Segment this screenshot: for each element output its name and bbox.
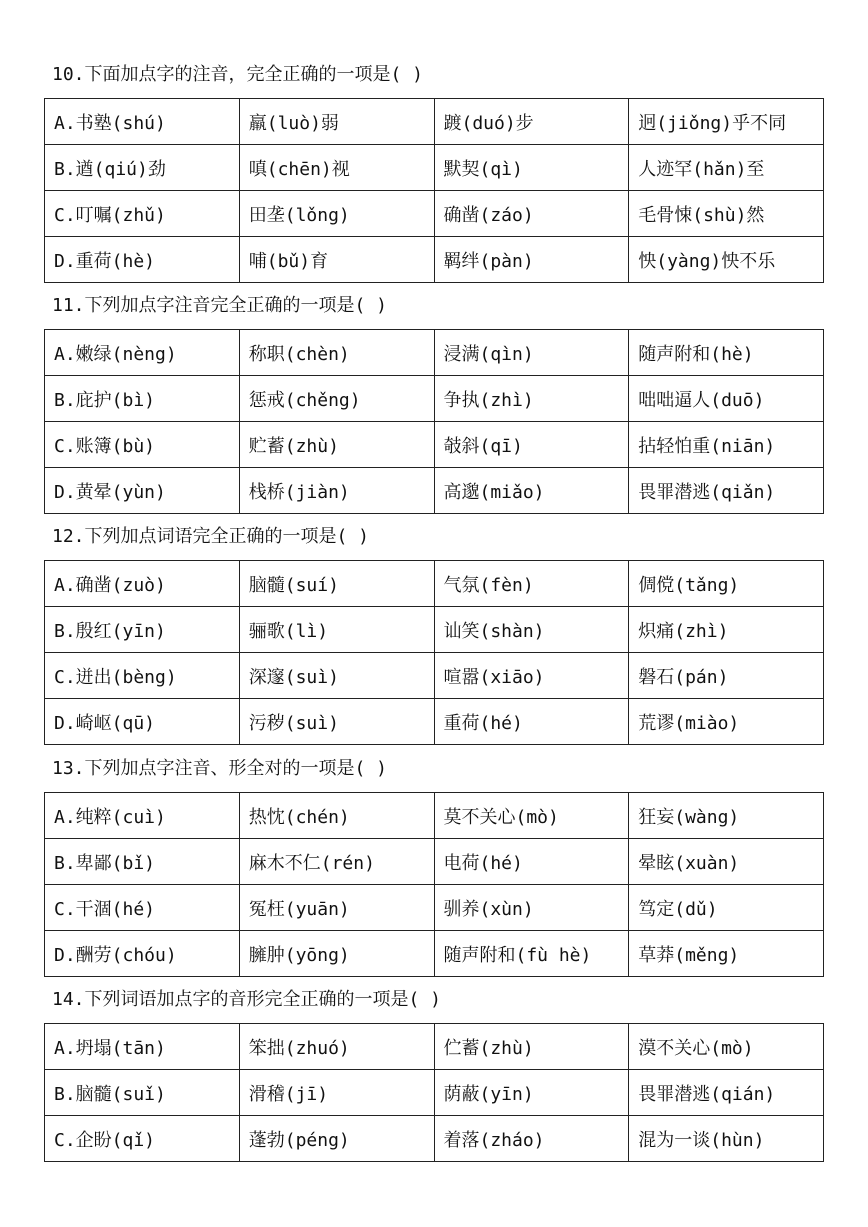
option-cell: 田垄(lǒng) [239, 191, 434, 237]
option-row-b [45, 839, 824, 885]
option-cell: 随声附和(fù hè) [434, 931, 629, 977]
option-cell: B.庇护(bì) [45, 376, 240, 422]
option-cell: 人迹罕(hǎn)至 [629, 145, 824, 191]
option-row-a [45, 561, 824, 607]
option-cell: B.殷红(yīn) [45, 607, 240, 653]
option-row-d [45, 931, 824, 977]
option-cell: 臃肿(yōng) [239, 931, 434, 977]
question-title: 13.下列加点字注音、形全对的一项是( ) [52, 758, 388, 779]
option-row-a [45, 99, 824, 145]
option-cell: 电荷(hé) [434, 839, 629, 885]
option-cell: C.干涸(hé) [45, 885, 240, 931]
option-cell: 晕眩(xuàn) [629, 839, 824, 885]
option-cell: 驯养(xùn) [434, 885, 629, 931]
options-table [44, 1023, 824, 1162]
option-cell: 随声附和(hè) [629, 330, 824, 376]
option-cell: 漠不关心(mò) [629, 1024, 824, 1070]
option-cell: A.书塾(shú) [45, 99, 240, 145]
option-cell: 笨拙(zhuó) [239, 1024, 434, 1070]
option-cell: 深邃(suì) [239, 653, 434, 699]
option-cell: 气氛(fèn) [434, 561, 629, 607]
option-cell: 高邈(miǎo) [434, 468, 629, 514]
option-cell: 重荷(hé) [434, 699, 629, 745]
option-cell: 争执(zhì) [434, 376, 629, 422]
option-cell: 讪笑(shàn) [434, 607, 629, 653]
question-title: 10.下面加点字的注音，完全正确的一项是( ) [52, 64, 424, 85]
option-cell: 称职(chèn) [239, 330, 434, 376]
option-cell: 脑髓(suí) [239, 561, 434, 607]
question-title: 11.下列加点字注音完全正确的一项是( ) [52, 295, 388, 316]
option-cell: 贮蓄(zhù) [239, 422, 434, 468]
option-row-d [45, 237, 824, 283]
option-row-b [45, 376, 824, 422]
option-cell: 踱(duó)步 [434, 99, 629, 145]
question-title: 12.下列加点词语完全正确的一项是( ) [52, 526, 370, 547]
option-cell: 确凿(záo) [434, 191, 629, 237]
option-cell: 怏(yàng)怏不乐 [629, 237, 824, 283]
question-11 [44, 293, 824, 503]
option-cell: C.叮嘱(zhǔ) [45, 191, 240, 237]
option-cell: C.迸出(bèng) [45, 653, 240, 699]
question-14 [44, 987, 824, 1151]
option-cell: 笃定(dǔ) [629, 885, 824, 931]
option-cell: A.确凿(zuò) [45, 561, 240, 607]
option-row-a [45, 1024, 824, 1070]
option-cell: 荒谬(miào) [629, 699, 824, 745]
option-cell: 嗔(chēn)视 [239, 145, 434, 191]
option-cell: A.嫩绿(nèng) [45, 330, 240, 376]
option-cell: 骊歌(lì) [239, 607, 434, 653]
question-10 [44, 62, 824, 272]
option-cell: 栈桥(jiàn) [239, 468, 434, 514]
option-cell: 着落(zháo) [434, 1116, 629, 1162]
option-cell: 蓬勃(péng) [239, 1116, 434, 1162]
option-cell: 羸(luò)弱 [239, 99, 434, 145]
option-cell: 羁绊(pàn) [434, 237, 629, 283]
option-row-c [45, 1116, 824, 1162]
option-row-b [45, 1070, 824, 1116]
options-table [44, 98, 824, 283]
option-cell: 咄咄逼人(duō) [629, 376, 824, 422]
option-cell: 喧嚣(xiāo) [434, 653, 629, 699]
option-row-b [45, 145, 824, 191]
options-table [44, 560, 824, 745]
option-cell: B.卑鄙(bǐ) [45, 839, 240, 885]
option-cell: 莫不关心(mò) [434, 793, 629, 839]
options-table [44, 792, 824, 977]
option-cell: 毛骨悚(shù)然 [629, 191, 824, 237]
option-cell: 草莽(měng) [629, 931, 824, 977]
option-row-b [45, 607, 824, 653]
option-cell: 污秽(suì) [239, 699, 434, 745]
option-cell: 麻木不仁(rén) [239, 839, 434, 885]
option-cell: D.崎岖(qū) [45, 699, 240, 745]
option-row-d [45, 468, 824, 514]
question-title: 14.下列词语加点字的音形完全正确的一项是( ) [52, 989, 442, 1010]
option-cell: 拈轻怕重(niān) [629, 422, 824, 468]
option-cell: D.酬劳(chóu) [45, 931, 240, 977]
option-cell: 哺(bǔ)育 [239, 237, 434, 283]
option-cell: 冤枉(yuān) [239, 885, 434, 931]
option-cell: 炽痛(zhì) [629, 607, 824, 653]
option-cell: B.遒(qiú)劲 [45, 145, 240, 191]
option-row-a [45, 330, 824, 376]
option-row-c [45, 191, 824, 237]
option-cell: 伫蓄(zhù) [434, 1024, 629, 1070]
option-cell: A.坍塌(tān) [45, 1024, 240, 1070]
option-cell: D.黄晕(yùn) [45, 468, 240, 514]
option-cell: B.脑髓(suǐ) [45, 1070, 240, 1116]
option-cell: 畏罪潜逃(qián) [629, 1070, 824, 1116]
option-cell: 惩戒(chěng) [239, 376, 434, 422]
option-cell: 磐石(pán) [629, 653, 824, 699]
option-cell: C.账簿(bù) [45, 422, 240, 468]
option-cell: 混为一谈(hùn) [629, 1116, 824, 1162]
option-cell: 荫蔽(yīn) [434, 1070, 629, 1116]
option-cell: A.纯粹(cuì) [45, 793, 240, 839]
option-row-a [45, 793, 824, 839]
option-row-c [45, 422, 824, 468]
option-cell: 浸满(qìn) [434, 330, 629, 376]
option-cell: 迥(jiǒng)乎不同 [629, 99, 824, 145]
option-row-d [45, 699, 824, 745]
question-12 [44, 524, 824, 734]
option-row-c [45, 653, 824, 699]
option-cell: 攲斜(qī) [434, 422, 629, 468]
option-cell: D.重荷(hè) [45, 237, 240, 283]
option-cell: 热忱(chén) [239, 793, 434, 839]
options-table [44, 329, 824, 514]
option-cell: C.企盼(qǐ) [45, 1116, 240, 1162]
option-cell: 倜傥(tǎng) [629, 561, 824, 607]
option-cell: 畏罪潜逃(qiǎn) [629, 468, 824, 514]
question-13 [44, 756, 824, 966]
option-cell: 狂妄(wàng) [629, 793, 824, 839]
option-cell: 滑稽(jī) [239, 1070, 434, 1116]
option-row-c [45, 885, 824, 931]
option-cell: 默契(qì) [434, 145, 629, 191]
